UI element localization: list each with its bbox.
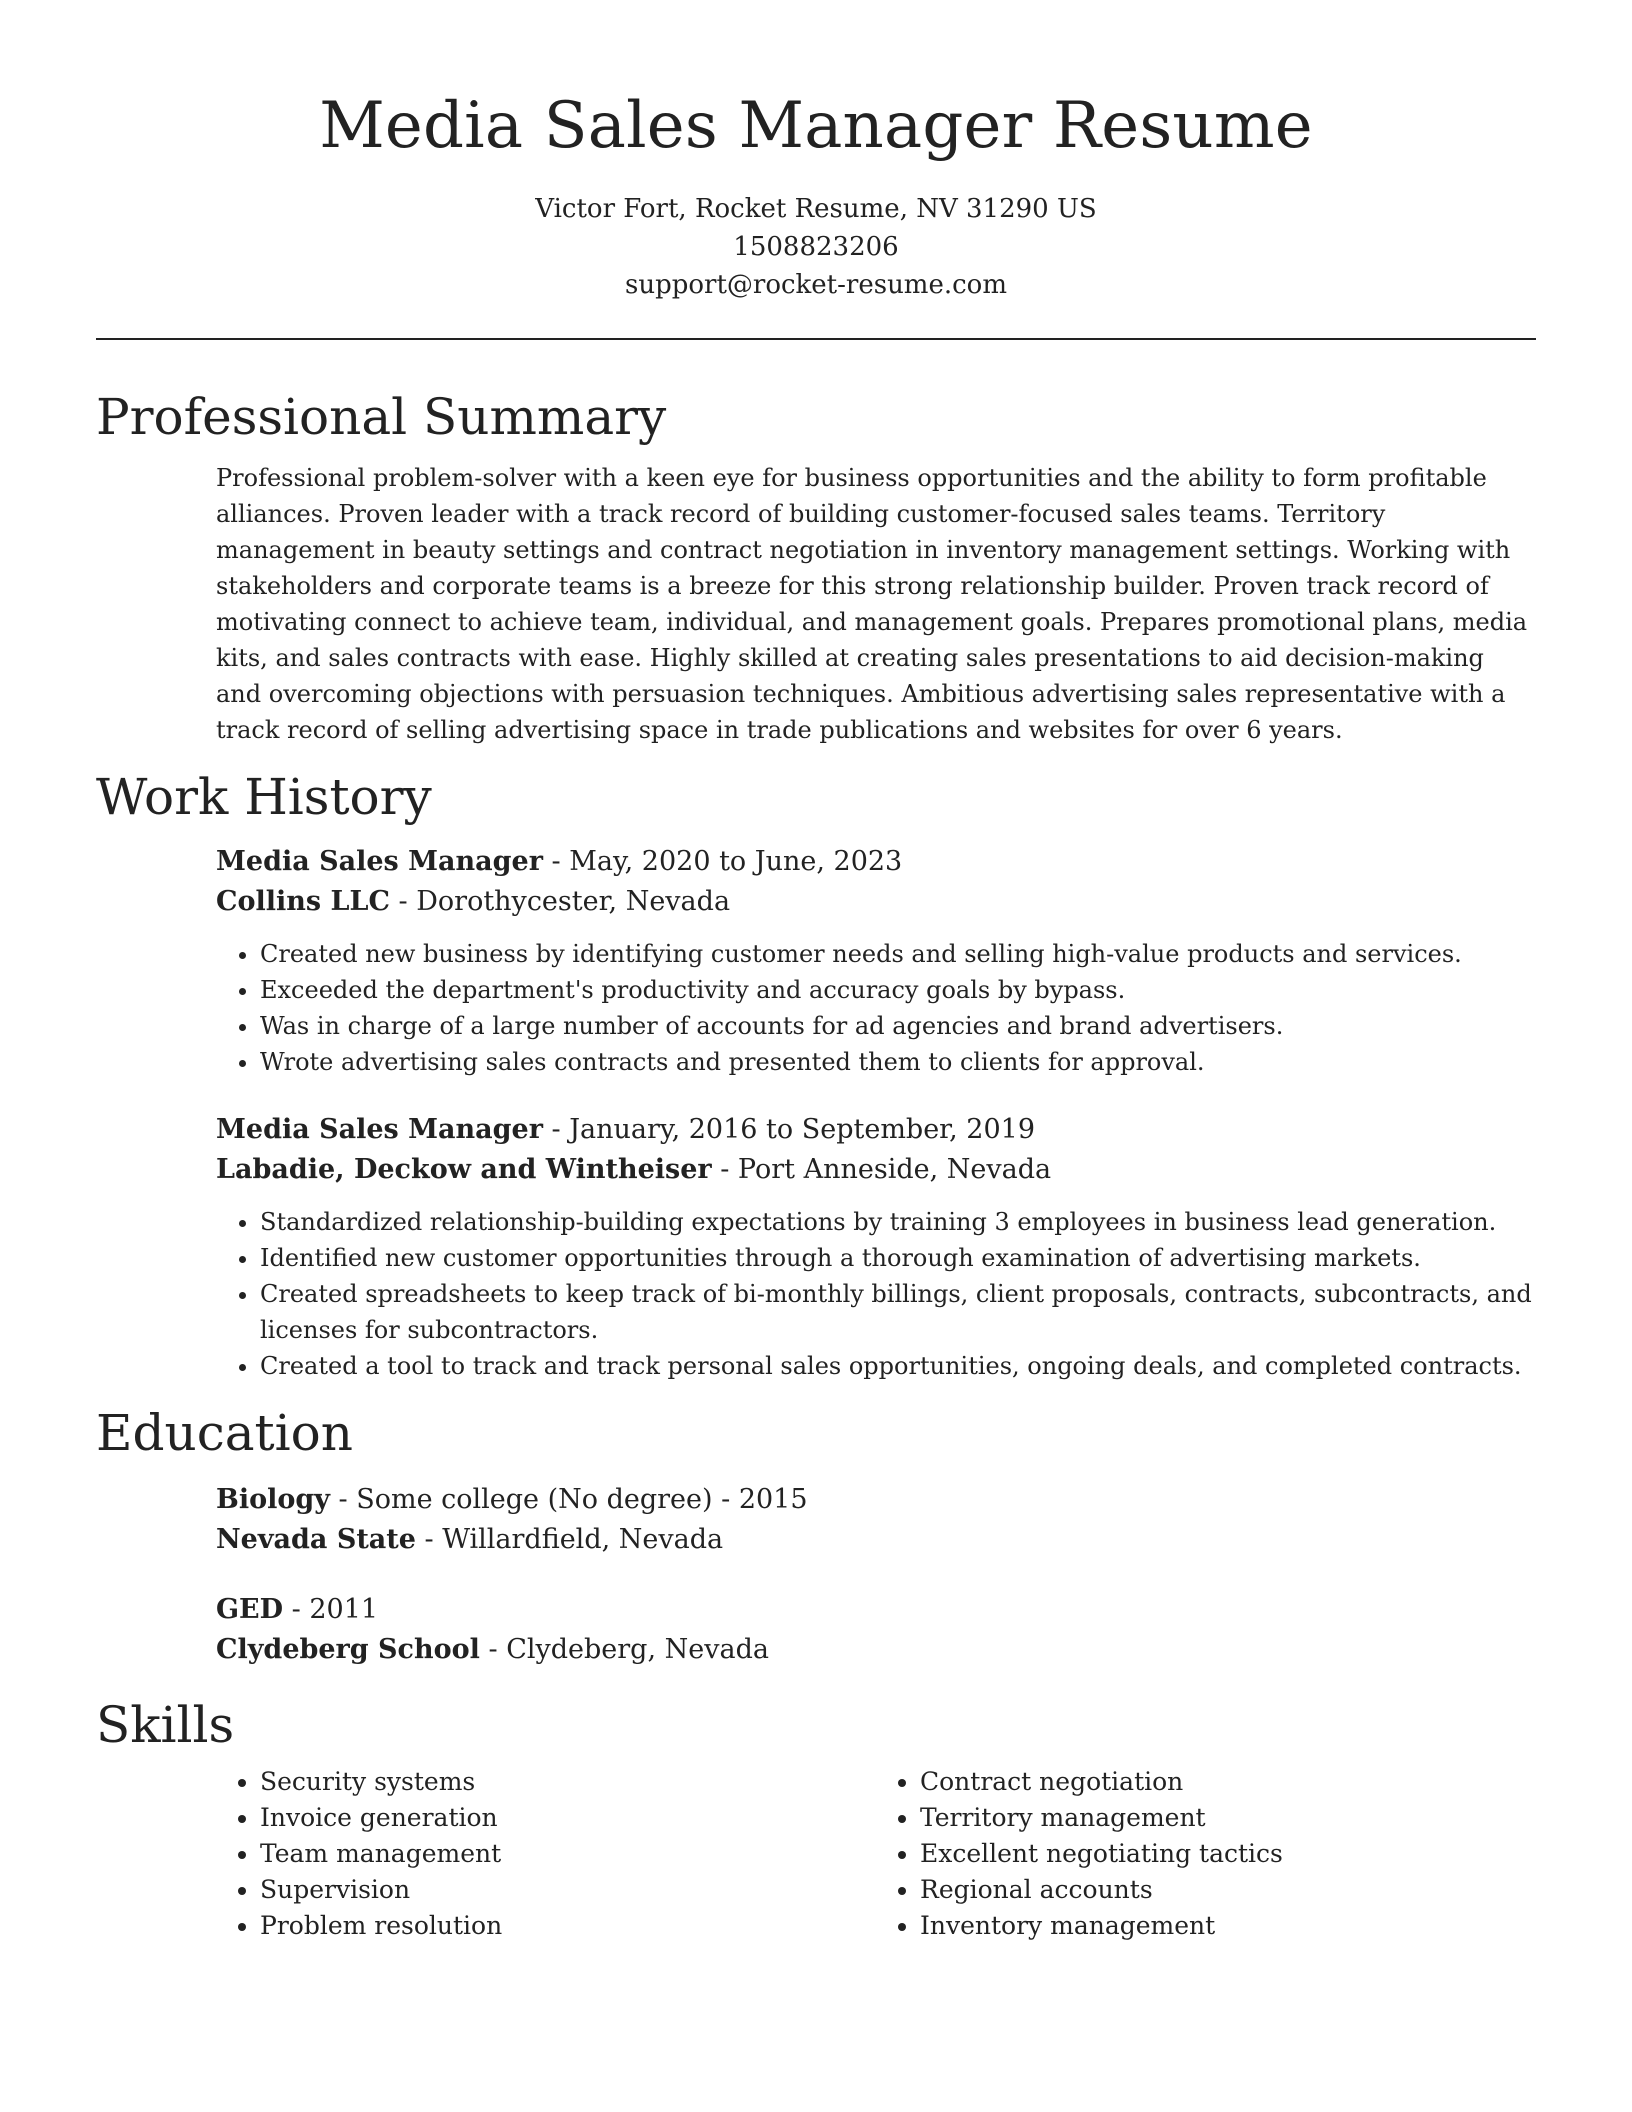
list-item: • Created new business by identifying customer needs and selling high-value products and services. <box>260 936 1536 972</box>
list-item: • Was in charge of a large number of accounts for ad agencies and brand advertisers. <box>260 1008 1536 1044</box>
education-location: - Willardfield, Nevada <box>415 1524 724 1555</box>
skill-item: • Excellent negotiating tactics <box>920 1836 1536 1872</box>
skill-item: • Invoice generation <box>260 1800 876 1836</box>
contact-block <box>96 190 1536 304</box>
skill-item: • Territory management <box>920 1800 1536 1836</box>
job-company-line <box>216 882 1536 922</box>
skill-item: • Security systems <box>260 1764 876 1800</box>
skills-heading: Skills <box>96 1696 235 1754</box>
education-degree-line <box>216 1590 1536 1630</box>
summary-body <box>216 460 1536 748</box>
list-item: • Wrote advertising sales contracts and presented them to clients for approval. <box>260 1044 1536 1080</box>
education-degree: Biology <box>216 1484 330 1515</box>
skill-item: • Inventory management <box>920 1908 1536 1944</box>
education-detail: - 2011 <box>283 1594 379 1625</box>
job-role: Media Sales Manager <box>216 846 543 877</box>
job-dates: - January, 2016 to September, 2019 <box>542 1114 1035 1145</box>
job-entry <box>216 842 1536 1080</box>
skill-item: • Regional accounts <box>920 1872 1536 1908</box>
skill-item: • Problem resolution <box>260 1908 876 1944</box>
skill-item: • Team management <box>260 1836 876 1872</box>
job-company: Labadie, Deckow and Wintheiser <box>216 1154 712 1185</box>
education-degree-line <box>216 1480 1536 1520</box>
job-dates: - May, 2020 to June, 2023 <box>542 846 903 877</box>
work-section <box>96 764 1536 1384</box>
job-location: - Port Anneside, Nevada <box>711 1154 1052 1185</box>
education-entry <box>216 1590 1536 1670</box>
summary-text: Professional problem-solver with a keen eye for business opportunities and the ability to form profitable alliances. Proven leader with a track record of building customer-focused sales teams. Territory management in beauty settings and contract negotiation in inventory management settings. Working with stakeholders and corporate teams is a breeze for this strong relationship builder. Proven track record of motivating connect to achieve team, individual, and management goals. Prepares promotional plans, media kits, and sales contracts with ease. Highly skilled at creating sales presentations to aid decision-making and overcoming objections with persuasion techniques. Ambitious advertising sales representative with a track record of selling advertising space in trade publications and websites for over 6 years. <box>216 464 1528 744</box>
skills-columns <box>216 1764 1536 1944</box>
job-role: Media Sales Manager <box>216 1114 543 1145</box>
job-entry <box>216 1110 1536 1384</box>
work-heading: Work History <box>96 768 432 826</box>
list-item: • Exceeded the department's productivity and accuracy goals by bypass. <box>260 972 1536 1008</box>
header-divider <box>96 338 1536 340</box>
skills-left-column <box>216 1764 876 1944</box>
skills-right-column <box>876 1764 1536 1944</box>
resume-title: Media Sales Manager Resume <box>319 89 1313 163</box>
education-detail: - Some college (No degree) - 2015 <box>329 1484 808 1515</box>
education-location: - Clydeberg, Nevada <box>479 1634 769 1665</box>
list-item: • Created a tool to track and track personal sales opportunities, ongoing deals, and completed contracts. <box>260 1348 1536 1384</box>
education-school: Clydeberg School <box>216 1634 480 1665</box>
skills-section <box>96 1692 1536 1944</box>
list-item: • Identified new customer opportunities through a thorough examination of advertising markets. <box>260 1240 1536 1276</box>
resume-page <box>96 0 1536 1944</box>
contact-address: Victor Fort, Rocket Resume, NV 31290 US <box>535 194 1097 224</box>
education-heading: Education <box>96 1404 353 1462</box>
contact-email: support@rocket-resume.com <box>624 270 1007 300</box>
resume-header <box>96 0 1536 304</box>
list-item: • Created spreadsheets to keep track of bi-monthly billings, client proposals, contracts, subcontracts, and licenses for subcontractors. <box>260 1276 1536 1348</box>
job-company: Collins LLC <box>216 886 390 917</box>
education-degree: GED <box>216 1594 284 1625</box>
list-item: • Standardized relationship-building expectations by training 3 employees in business lead generation. <box>260 1204 1536 1240</box>
skill-item: • Supervision <box>260 1872 876 1908</box>
education-entry <box>216 1480 1536 1560</box>
job-bullets <box>216 936 1536 1080</box>
job-company-line <box>216 1150 1536 1190</box>
job-location: - Dorothycester, Nevada <box>389 886 731 917</box>
summary-heading: Professional Summary <box>96 388 667 446</box>
job-bullets <box>216 1204 1536 1384</box>
summary-section <box>96 384 1536 748</box>
education-school: Nevada State <box>216 1524 416 1555</box>
contact-phone: 1508823206 <box>733 232 899 262</box>
skill-item: • Contract negotiation <box>920 1764 1536 1800</box>
job-title-line <box>216 1110 1536 1150</box>
education-section <box>96 1400 1536 1670</box>
education-school-line <box>216 1630 1536 1670</box>
education-school-line <box>216 1520 1536 1560</box>
job-title-line <box>216 842 1536 882</box>
